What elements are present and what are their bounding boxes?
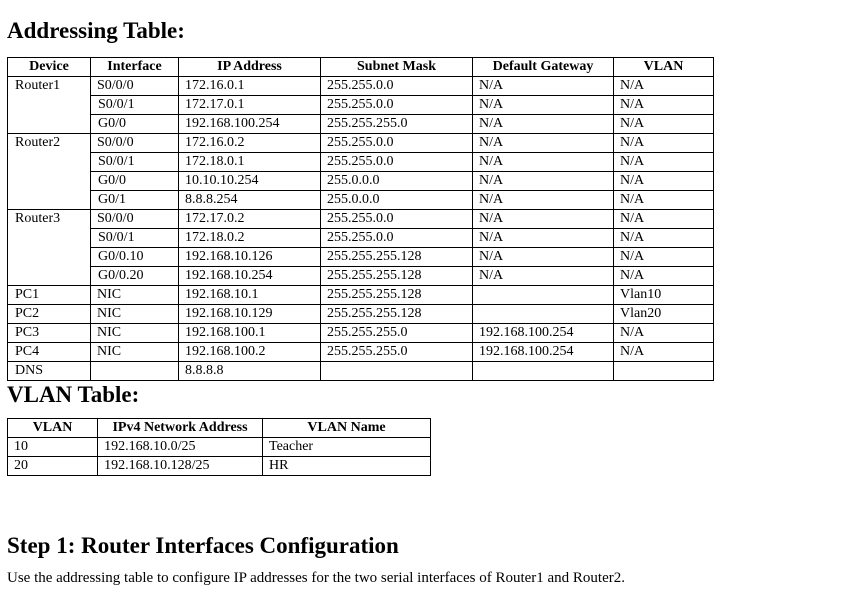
vlan-table (7, 418, 431, 476)
default-gateway-cell: N/A (473, 115, 614, 134)
device-cell: Router1 (8, 77, 91, 134)
ip-address-cell: 192.168.10.129 (179, 305, 321, 324)
vlan-cell: Vlan20 (614, 305, 714, 324)
default-gateway-cell (473, 362, 614, 381)
vlan-cell: N/A (614, 96, 714, 115)
ip-address-cell: 8.8.8.254 (179, 191, 321, 210)
default-gateway-cell: N/A (473, 248, 614, 267)
default-gateway-cell: N/A (473, 96, 614, 115)
addressing-table (7, 57, 714, 381)
vlan-cell: N/A (614, 77, 714, 96)
interface-cell: S0/0/1 (91, 153, 179, 172)
vlan-header-network-address: IPv4 Network Address (98, 419, 263, 438)
subnet-mask-cell: 255.255.255.0 (321, 115, 473, 134)
vlan-name-cell: Teacher (263, 438, 431, 457)
ip-address-cell: 192.168.10.1 (179, 286, 321, 305)
device-cell: DNS (8, 362, 91, 381)
vlan-cell (614, 362, 714, 381)
default-gateway-cell: 192.168.100.254 (473, 324, 614, 343)
subnet-mask-cell: 255.255.255.128 (321, 305, 473, 324)
ip-address-cell: 192.168.10.254 (179, 267, 321, 286)
device-cell: PC2 (8, 305, 91, 324)
header-subnet-mask: Subnet Mask (321, 58, 473, 77)
vlan-header-vlan: VLAN (8, 419, 98, 438)
vlan-cell: N/A (614, 248, 714, 267)
subnet-mask-cell (321, 362, 473, 381)
table-row (8, 172, 714, 191)
table-row (8, 191, 714, 210)
vlan-cell: N/A (614, 115, 714, 134)
default-gateway-cell: N/A (473, 134, 614, 153)
ip-address-cell: 192.168.100.254 (179, 115, 321, 134)
vlan-cell: N/A (614, 267, 714, 286)
subnet-mask-cell: 255.255.255.0 (321, 324, 473, 343)
interface-cell: NIC (91, 343, 179, 362)
table-row (8, 210, 714, 229)
ip-address-cell: 192.168.100.1 (179, 324, 321, 343)
subnet-mask-cell: 255.255.0.0 (321, 96, 473, 115)
ip-address-cell: 192.168.100.2 (179, 343, 321, 362)
vlan-cell: N/A (614, 153, 714, 172)
ip-address-cell: 172.16.0.1 (179, 77, 321, 96)
interface-cell: S0/0/0 (91, 134, 179, 153)
table-row (8, 324, 714, 343)
vlan-name-cell: HR (263, 457, 431, 476)
vlan-header-vlan-name: VLAN Name (263, 419, 431, 438)
table-row (8, 229, 714, 248)
vlan-cell: N/A (614, 229, 714, 248)
default-gateway-cell: N/A (473, 229, 614, 248)
interface-cell: NIC (91, 305, 179, 324)
addressing-table-body (8, 77, 714, 381)
ip-address-cell: 172.17.0.2 (179, 210, 321, 229)
vlan-cell: N/A (614, 324, 714, 343)
ip-address-cell: 192.168.10.126 (179, 248, 321, 267)
table-row (8, 96, 714, 115)
table-row (8, 286, 714, 305)
subnet-mask-cell: 255.255.0.0 (321, 153, 473, 172)
vlan-cell: N/A (614, 210, 714, 229)
table-row (8, 77, 714, 96)
ip-address-cell: 10.10.10.254 (179, 172, 321, 191)
interface-cell: S0/0/0 (91, 210, 179, 229)
vlan-id-cell: 20 (8, 457, 98, 476)
addressing-table-heading: Addressing Table: (7, 18, 185, 43)
vlan-table-header-row (8, 419, 431, 438)
table-row (8, 438, 431, 457)
subnet-mask-cell: 255.255.255.128 (321, 267, 473, 286)
ip-address-cell: 172.18.0.2 (179, 229, 321, 248)
network-address-cell: 192.168.10.128/25 (98, 457, 263, 476)
interface-cell: G0/0.10 (91, 248, 179, 267)
interface-cell: S0/0/1 (91, 96, 179, 115)
table-row (8, 248, 714, 267)
vlan-id-cell: 10 (8, 438, 98, 457)
vlan-table-heading: VLAN Table: (7, 382, 140, 407)
subnet-mask-cell: 255.0.0.0 (321, 172, 473, 191)
subnet-mask-cell: 255.255.0.0 (321, 134, 473, 153)
vlan-cell: N/A (614, 191, 714, 210)
vlan-cell: Vlan10 (614, 286, 714, 305)
default-gateway-cell: 192.168.100.254 (473, 343, 614, 362)
interface-cell: S0/0/1 (91, 229, 179, 248)
network-address-cell: 192.168.10.0/25 (98, 438, 263, 457)
addressing-table-header-row (8, 58, 714, 77)
subnet-mask-cell: 255.255.255.128 (321, 248, 473, 267)
interface-cell: NIC (91, 324, 179, 343)
ip-address-cell: 172.18.0.1 (179, 153, 321, 172)
subnet-mask-cell: 255.255.255.0 (321, 343, 473, 362)
default-gateway-cell: N/A (473, 172, 614, 191)
subnet-mask-cell: 255.255.0.0 (321, 229, 473, 248)
default-gateway-cell: N/A (473, 210, 614, 229)
step1-heading: Step 1: Router Interfaces Configuration (7, 533, 399, 558)
header-interface: Interface (91, 58, 179, 77)
header-ip-address: IP Address (179, 58, 321, 77)
device-cell: PC3 (8, 324, 91, 343)
table-row (8, 343, 714, 362)
default-gateway-cell: N/A (473, 191, 614, 210)
interface-cell: NIC (91, 286, 179, 305)
vlan-cell: N/A (614, 343, 714, 362)
device-cell: Router2 (8, 134, 91, 210)
header-vlan: VLAN (614, 58, 714, 77)
subnet-mask-cell: 255.255.255.128 (321, 286, 473, 305)
interface-cell: S0/0/0 (91, 77, 179, 96)
interface-cell: G0/1 (91, 191, 179, 210)
default-gateway-cell: N/A (473, 267, 614, 286)
ip-address-cell: 172.16.0.2 (179, 134, 321, 153)
vlan-cell: N/A (614, 172, 714, 191)
header-default-gateway: Default Gateway (473, 58, 614, 77)
vlan-table-body (8, 438, 431, 476)
table-row (8, 305, 714, 324)
device-cell: PC4 (8, 343, 91, 362)
table-row (8, 267, 714, 286)
ip-address-cell: 172.17.0.1 (179, 96, 321, 115)
interface-cell: G0/0 (91, 172, 179, 191)
table-row (8, 134, 714, 153)
table-row (8, 362, 714, 381)
table-row (8, 457, 431, 476)
default-gateway-cell (473, 286, 614, 305)
default-gateway-cell: N/A (473, 153, 614, 172)
device-cell: Router3 (8, 210, 91, 286)
table-row (8, 153, 714, 172)
interface-cell: G0/0 (91, 115, 179, 134)
interface-cell: G0/0.20 (91, 267, 179, 286)
subnet-mask-cell: 255.0.0.0 (321, 191, 473, 210)
table-row (8, 115, 714, 134)
default-gateway-cell (473, 305, 614, 324)
interface-cell (91, 362, 179, 381)
step1-instructions: Use the addressing table to configure IP addresses for the two serial interfaces of Router1 and Router2. (7, 570, 626, 586)
header-device: Device (8, 58, 91, 77)
ip-address-cell: 8.8.8.8 (179, 362, 321, 381)
default-gateway-cell: N/A (473, 77, 614, 96)
subnet-mask-cell: 255.255.0.0 (321, 77, 473, 96)
subnet-mask-cell: 255.255.0.0 (321, 210, 473, 229)
vlan-cell: N/A (614, 134, 714, 153)
device-cell: PC1 (8, 286, 91, 305)
